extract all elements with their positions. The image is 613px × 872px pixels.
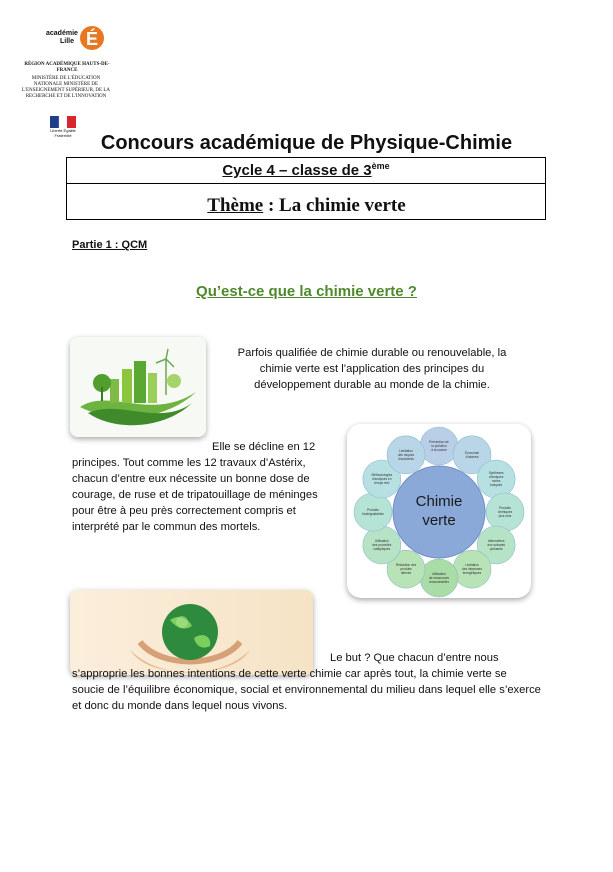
green-chemistry-principles-diagram	[347, 424, 531, 598]
part-heading: Partie 1 : QCM	[72, 239, 148, 251]
academie-logo-text	[46, 30, 106, 46]
principle-label: Utilisation des procédés catalytiques	[372, 539, 392, 551]
center-line-2: verte	[422, 512, 456, 529]
principle-label: Synthèses chimiques moins toxiques	[488, 471, 504, 487]
green-city-illustration	[70, 337, 206, 437]
svg-text:É: É	[85, 29, 99, 49]
paragraph-2-text: Elle se décline en 12 principes. Tout comme les 12 travaux d’Astérix, chacun d’entre eux nécessite un bonne dose de courage, de ruse et de tripatouillage de méninges pour être à peu près correctement compris et interprété par le commun des mortels.	[72, 441, 318, 533]
principle-label: Alternatives aux solvants polluants	[487, 539, 506, 551]
paragraph-1: Parfois qualifiée de chimie durable ou renouvelable, la chimie verte est l’application des principes du développement durable au monde de la chimie.	[237, 347, 507, 391]
theme-value: : La chimie verte	[263, 195, 406, 216]
principle-label: Économie d'atomes	[464, 450, 480, 459]
principle-label: Prévention de la pollution à la source	[429, 440, 449, 452]
principles-svg	[347, 424, 531, 598]
paragraph-2	[72, 439, 334, 535]
principle-label: Limitation des risques d'accidents	[397, 448, 415, 461]
green-city-svg	[70, 337, 206, 437]
page-title: Concours académique de Physique-Chimie	[100, 132, 513, 154]
cycle-line	[66, 161, 546, 179]
principle-label: Méthodologies d'analyses en temps réel	[371, 473, 393, 485]
principle-label: Produits biodégradables	[362, 508, 384, 516]
cycle-superscript: ème	[371, 161, 390, 171]
ministere-text: MINISTÈRE DE L'ÉDUCATION NATIONALE MINISTÈRE DE L'ENSEIGNEMENT SUPÉRIEUR, DE LA RECHERCHE ET DE L'INNOVATION	[21, 76, 111, 99]
paragraph-3	[72, 650, 542, 714]
theme-line	[0, 195, 613, 217]
flag-motto: Liberté Égalité Fraternité	[50, 128, 76, 138]
paragraph-3-text: Le but ? Que chacun d’entre nous s’approprie les bonnes intentions de cette verte chimie car après tout, la chimie verte se soucie de l’équilibre économique, social et environnemental du milieu dans lequel elle s’exerce et donc du monde dans lequel nous vivons.	[72, 652, 541, 712]
principle-label: Utilisation de ressources renouvelables	[428, 572, 450, 584]
title-box-divider	[66, 183, 546, 184]
section-question: Qu’est-ce que la chimie verte ?	[196, 283, 417, 300]
center-line-1: Chimie	[415, 493, 463, 510]
principle-label: Produits chimiques plus sûrs	[497, 506, 513, 518]
principle-label: Réduction des produits dérivés	[395, 563, 417, 576]
principle-label: Limitation des dépenses énergétiques	[462, 563, 482, 576]
cycle-text: Cycle 4 – classe de 3	[222, 162, 372, 179]
french-flag-icon	[50, 116, 76, 128]
theme-label: Thème	[207, 195, 264, 216]
lille-word: Lille	[60, 38, 75, 45]
academie-word: académie	[46, 30, 78, 37]
region-text: RÉGION ACADÉMIQUE HAUTS-DE-FRANCE	[24, 62, 110, 73]
